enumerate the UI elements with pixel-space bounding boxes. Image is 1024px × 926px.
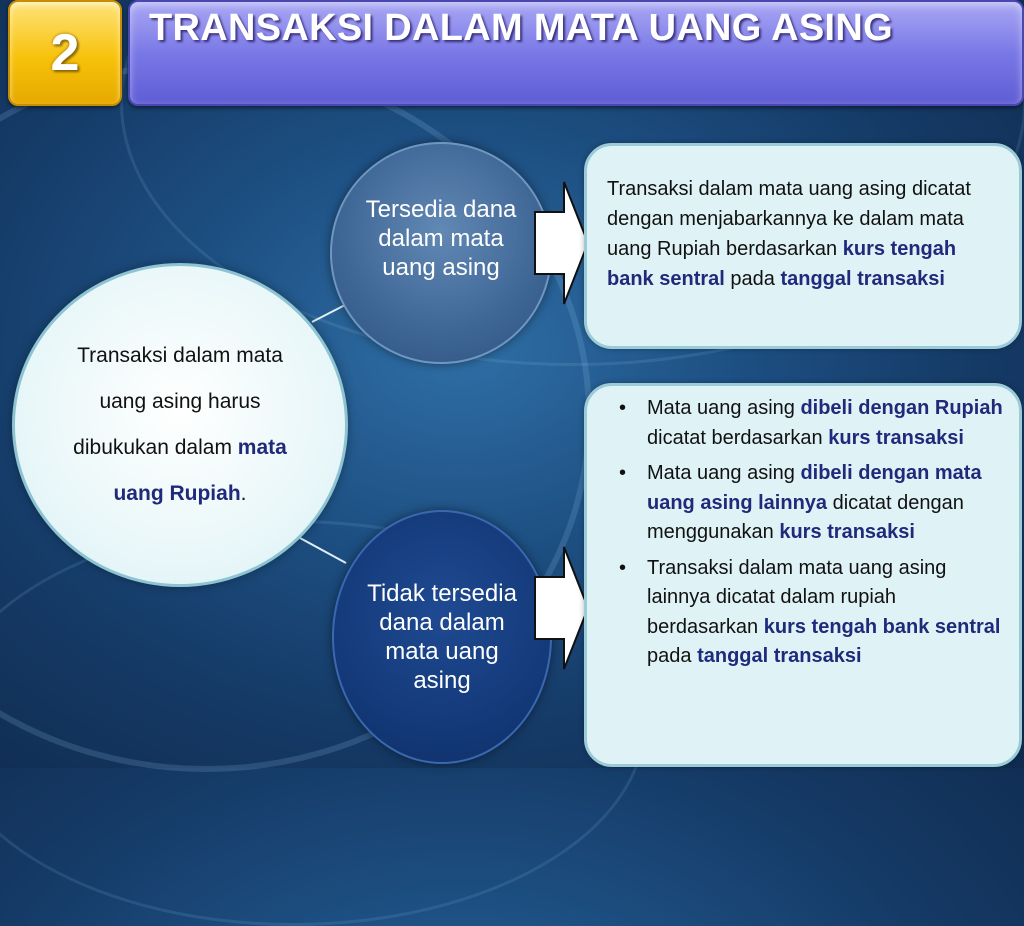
node-unavailable-funds <box>332 510 552 764</box>
slide-title: TRANSAKSI DALAM MATA UANG ASING <box>149 7 893 49</box>
connector-line-top <box>312 305 345 322</box>
main-statement-text: Transaksi dalam mata uang asing harus dibukukan dalam mata uang Rupiah. <box>73 344 287 505</box>
list-item: • Mata uang asing dibeli dengan Rupiah dicatat berdasarkan kurs transaksi <box>619 397 1003 449</box>
arrow-right-icon <box>534 180 590 306</box>
node-available-funds <box>330 142 552 364</box>
list-item: • Transaksi dalam mata uang asing lainnya dicatat dalam rupiah berdasarkan kurs tengah bank sentral pada tanggal transaksi <box>619 556 1001 667</box>
node-available-label: Tersedia dana dalam mata uang asing <box>365 195 517 281</box>
explanation-box-available <box>584 143 1022 349</box>
arrow-right-icon <box>534 545 590 671</box>
explanation-available-text: Transaksi dalam mata uang asing dicatat dengan menjabarkannya ke dalam mata uang Rupiah berdasarkan kurs tengah bank sentral pada tanggal transaksi <box>607 178 971 290</box>
list-item: • Mata uang asing dibeli dengan mata uang asing lainnya dicatat dengan menggunakan kurs transaksi <box>619 462 982 543</box>
node-unavailable-label: Tidak tersedia dana dalam mata uang asing <box>367 580 517 694</box>
explanation-box-unavailable <box>584 383 1022 767</box>
node-main-statement <box>12 263 348 587</box>
slide-number: 2 <box>50 24 80 82</box>
bullet-list <box>587 394 1019 672</box>
connector-line-bottom <box>300 538 346 563</box>
